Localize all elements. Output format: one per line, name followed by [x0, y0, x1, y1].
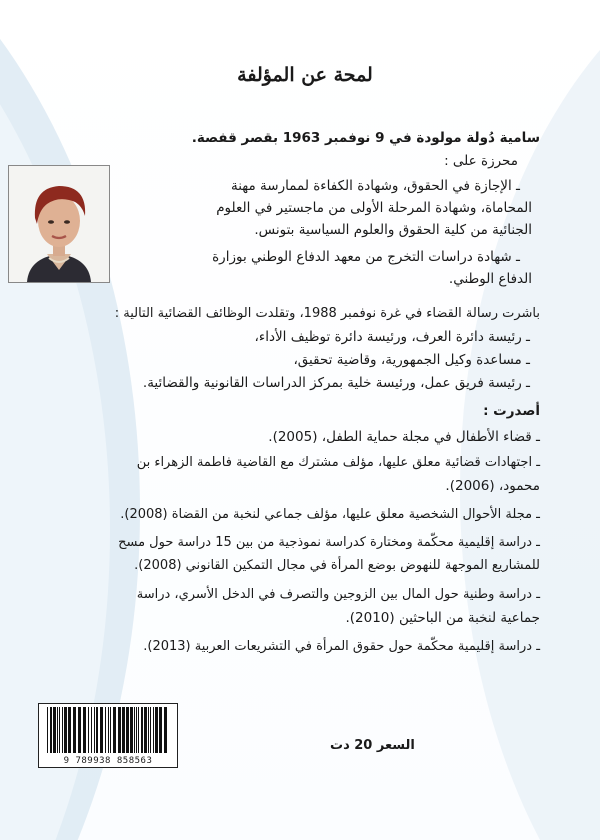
- barcode-bar: [57, 707, 58, 753]
- barcode-bar: [105, 707, 106, 753]
- qualification-line: الدفاع الوطني.: [448, 271, 532, 287]
- publication-item: ـ دراسة إقليمية محكّمة حول حقوق المرأة في التشريعات العربية (2013).: [143, 639, 540, 654]
- publication-item: للمشاريع الموجهة للنهوض بوضع المرأة في مجال التمكين القانوني (2008).: [134, 558, 540, 573]
- career-item: ـ رئيسة دائرة العرف، ورئيسة دائرة توظيف الأداء،: [254, 329, 530, 345]
- barcode-bar: [50, 707, 52, 753]
- barcode-bar: [164, 707, 167, 753]
- isbn-number: 9 789938 858563: [63, 756, 153, 766]
- publication-item: محمود، (2006).: [445, 478, 540, 494]
- qualification-line: ـ الإجازة في الحقوق، وشهادة الكفاءة لممارسة مهنة: [230, 178, 520, 194]
- holder-label: محرزة على :: [444, 153, 518, 169]
- publication-item: ـ دراسة إقليمية محكّمة ومختارة كدراسة نموذجية من بين 15 دراسة حول مسح: [118, 535, 540, 550]
- barcode-bar: [100, 707, 103, 753]
- qualification-line: ـ شهادة دراسات التخرج من معهد الدفاع الوطني بوزارة: [212, 249, 520, 265]
- barcode-bar: [64, 707, 67, 753]
- intro-text: سامية دُولة مولودة في 9 نوفمبر 1963 بقصر قفصة.: [191, 130, 540, 146]
- qualification-line: الجنائية من كلية الحقوق والعلوم السياسية بتونس.: [254, 222, 532, 238]
- barcode-bar: [91, 707, 92, 753]
- barcode-bar: [148, 707, 149, 753]
- barcode-bar: [96, 707, 98, 753]
- qualification-line: المحاماة، وشهادة المرحلة الأولى من ماجستير في العلوم: [216, 200, 532, 216]
- publications-label: أصدرت :: [483, 403, 540, 419]
- barcode-bar: [83, 707, 86, 753]
- barcode-bar: [136, 707, 137, 753]
- barcode-bar: [68, 707, 71, 753]
- barcode-bar: [130, 707, 133, 753]
- author-photo: [8, 165, 110, 283]
- barcode-bar: [110, 707, 111, 753]
- barcode-bar: [144, 707, 147, 753]
- barcode-bar: [88, 707, 89, 753]
- barcode-bar: [94, 707, 95, 753]
- career-item: ـ رئيسة فريق عمل، ورئيسة خلية بمركز الدراسات القانونية والقضائية.: [142, 375, 530, 391]
- barcode-bar: [62, 707, 63, 753]
- barcode-bar: [59, 707, 60, 753]
- barcode-bars: [39, 704, 177, 756]
- barcode-bar: [122, 707, 125, 753]
- barcode-bar: [78, 707, 81, 753]
- publication-item: ـ مجلة الأحوال الشخصية معلق عليها، مؤلف جماعي لنخبة من القضاة (2008).: [120, 507, 540, 522]
- publication-item: جماعية لنخبة من الباحثين (2010).: [345, 610, 540, 626]
- page-title: لمحة عن المؤلفة: [237, 64, 373, 86]
- barcode-bar: [118, 707, 121, 753]
- publication-item: ـ اجتهادات قضائية معلق عليها، مؤلف مشترك مع القاضية فاطمة الزهراء بن: [136, 455, 540, 470]
- barcode-bar: [53, 707, 56, 753]
- barcode-bar: [134, 707, 135, 753]
- barcode-bar: [141, 707, 143, 753]
- price-label: السعر 20 دت: [330, 738, 415, 753]
- barcode-bar: [153, 707, 154, 753]
- career-item: ـ مساعدة وكيل الجمهورية، وقاضية تحقيق،: [293, 352, 530, 368]
- barcode-bar: [150, 707, 151, 753]
- barcode-bar: [159, 707, 162, 753]
- career-intro: باشرت رسالة القضاء في غرة نوفمبر 1988، وتقلدت الوظائف القضائية التالية :: [114, 306, 540, 321]
- barcode-bar: [108, 707, 109, 753]
- publication-item: ـ قضاء الأطفال في مجلة حماية الطفل، (2005).: [268, 429, 540, 445]
- barcode-bar: [47, 707, 48, 753]
- publication-item: ـ دراسة وطنية حول المال بين الزوجين والتصرف في الدخل الأسري، دراسة: [136, 587, 540, 602]
- barcode-bar: [138, 707, 139, 753]
- barcode-bar: [113, 707, 116, 753]
- isbn-barcode: [38, 703, 178, 768]
- barcode-bar: [73, 707, 76, 753]
- barcode-bar: [155, 707, 158, 753]
- barcode-bar: [126, 707, 129, 753]
